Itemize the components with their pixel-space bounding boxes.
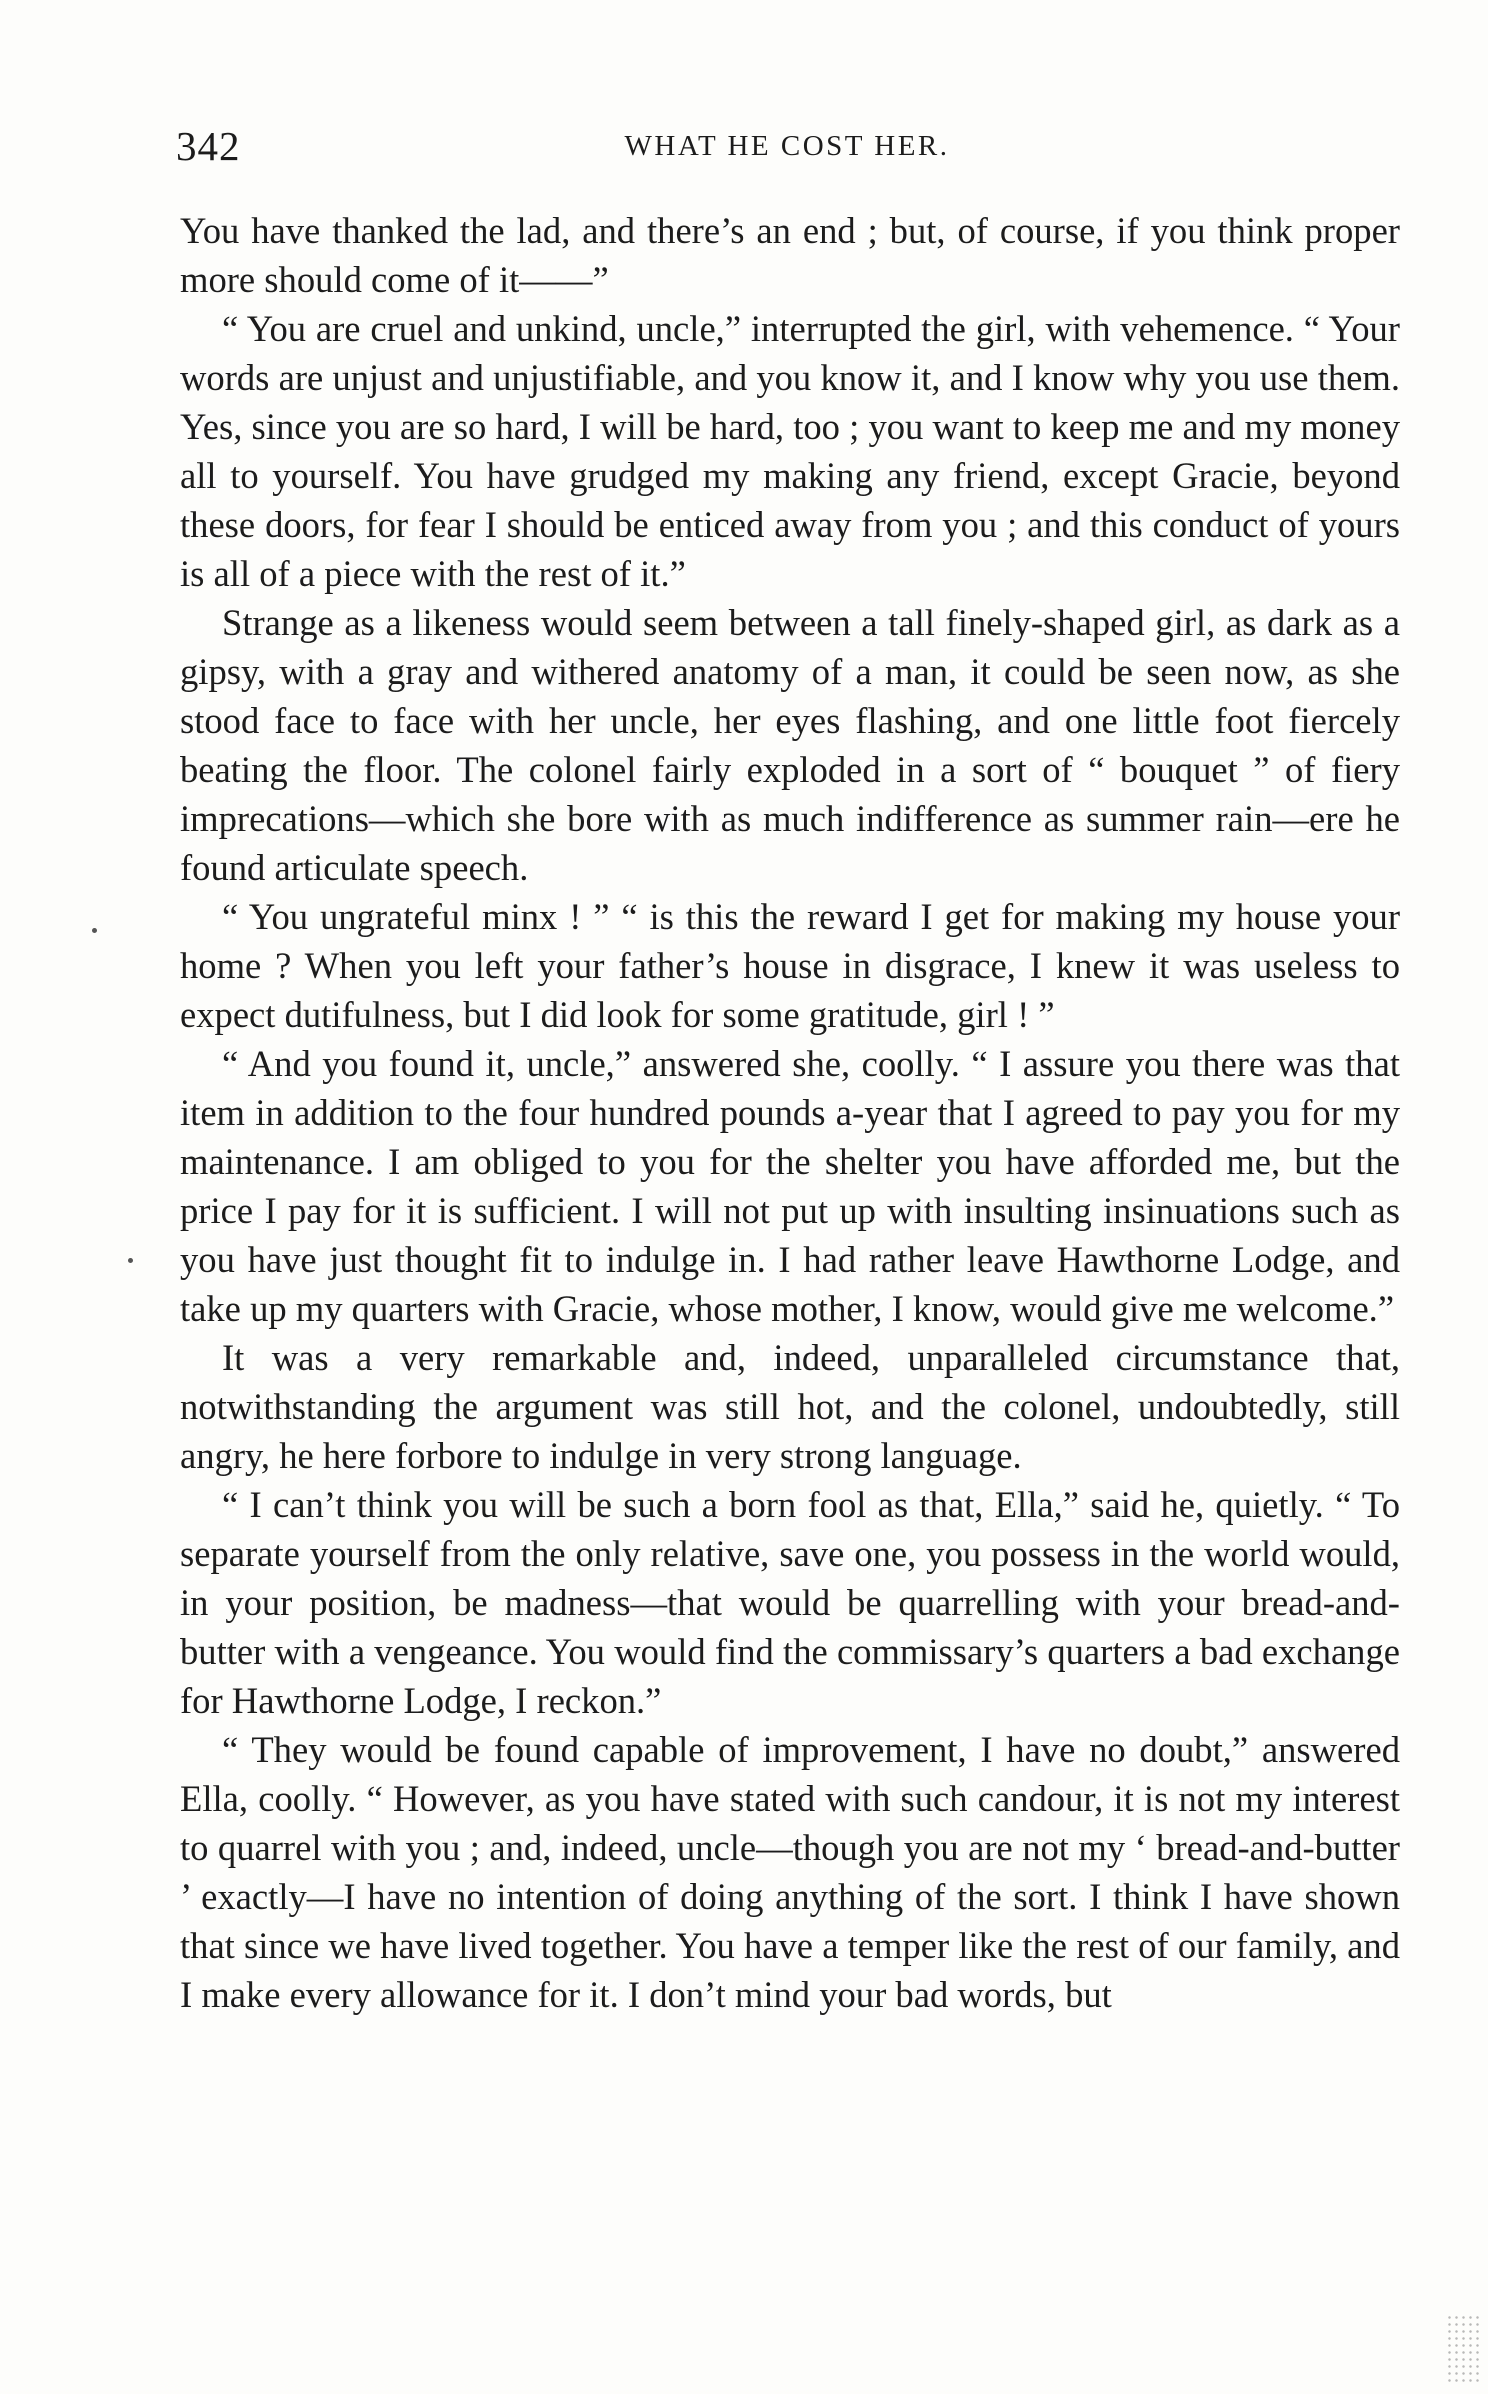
paragraph: Strange as a likeness would seem between a tall finely-shaped girl, as dark as a gipsy, with a gray and withered anatomy of a man, it could be seen now, as she stood face to face with her uncle, her eyes flashing, and one little foot fiercely beating the floor. The colonel fairly exploded in a sort of “ bouquet ” of fiery imprecations—which she bore with as much indifference as summer rain—ere he found articulate speech. (180, 602, 1400, 888)
paragraph: You have thanked the lad, and there’s an end ; but, of course, if you think proper more should come of it——” (180, 210, 1400, 300)
paragraph: “ I can’t think you will be such a born fool as that, Ella,” said he, quietly. “ To separate yourself from the only relative, save one, you possess in the world would, in your position, be madness—that would be quarrelling with your bread-and-butter with a vengeance. You would find the commissary’s quarters a bad exchange for Hawthorne Lodge, I reckon.” (180, 1484, 1400, 1721)
running-title: WHAT HE COST HER. (624, 130, 950, 162)
body-text (180, 206, 1400, 2019)
page-number: 342 (176, 123, 241, 169)
paragraph: It was a very remarkable and, indeed, unparalleled circumstance that, notwithstanding the argument was still hot, and the colonel, undoubtedly, still angry, he here forbore to indulge in very strong language. (180, 1337, 1400, 1476)
margin-speck (92, 928, 97, 933)
paragraph: “ You ungrateful minx ! ” “ is this the reward I get for making my house your home ? When you left your father’s house in disgrace, I knew it was useless to expect dutifulness, but I did look for some gratitude, girl ! ” (180, 896, 1400, 1035)
paragraph: “ You are cruel and unkind, uncle,” interrupted the girl, with vehemence. “ Your words are unjust and unjustifiable, and you know it, and I know why you use them. Yes, since you are so hard, I will be hard, too ; you want to keep me and my money all to yourself. You have grudged my making any friend, except Gracie, beyond these doors, for fear I should be enticed away from you ; and this conduct of yours is all of a piece with the rest of it.” (180, 308, 1400, 594)
page-header (176, 118, 1398, 178)
page-corner-mark (1446, 2314, 1480, 2384)
paragraph: “ They would be found capable of improvement, I have no doubt,” answered Ella, coolly. “ However, as you have stated with such candour, it is not my interest to quarrel with you ; and, indeed, uncle—though you are not my ‘ bread-and-butter ’ exactly—I have no intention of doing anything of the sort. I think I have shown that since we have lived together. You have a temper like the rest of our family, and I make every allowance for it. I don’t mind your bad words, but (180, 1729, 1400, 2015)
paragraph: “ And you found it, uncle,” answered she, coolly. “ I assure you there was that item in addition to the four hundred pounds a-year that I agreed to pay you for my maintenance. I am obliged to you for the shelter you have afforded me, but the price I pay for it is sufficient. I will not put up with insulting insinuations such as you have just thought fit to indulge in. I had rather leave Hawthorne Lodge, and take up my quarters with Gracie, whose mother, I know, would give me welcome.” (180, 1043, 1400, 1329)
margin-speck (128, 1258, 133, 1263)
